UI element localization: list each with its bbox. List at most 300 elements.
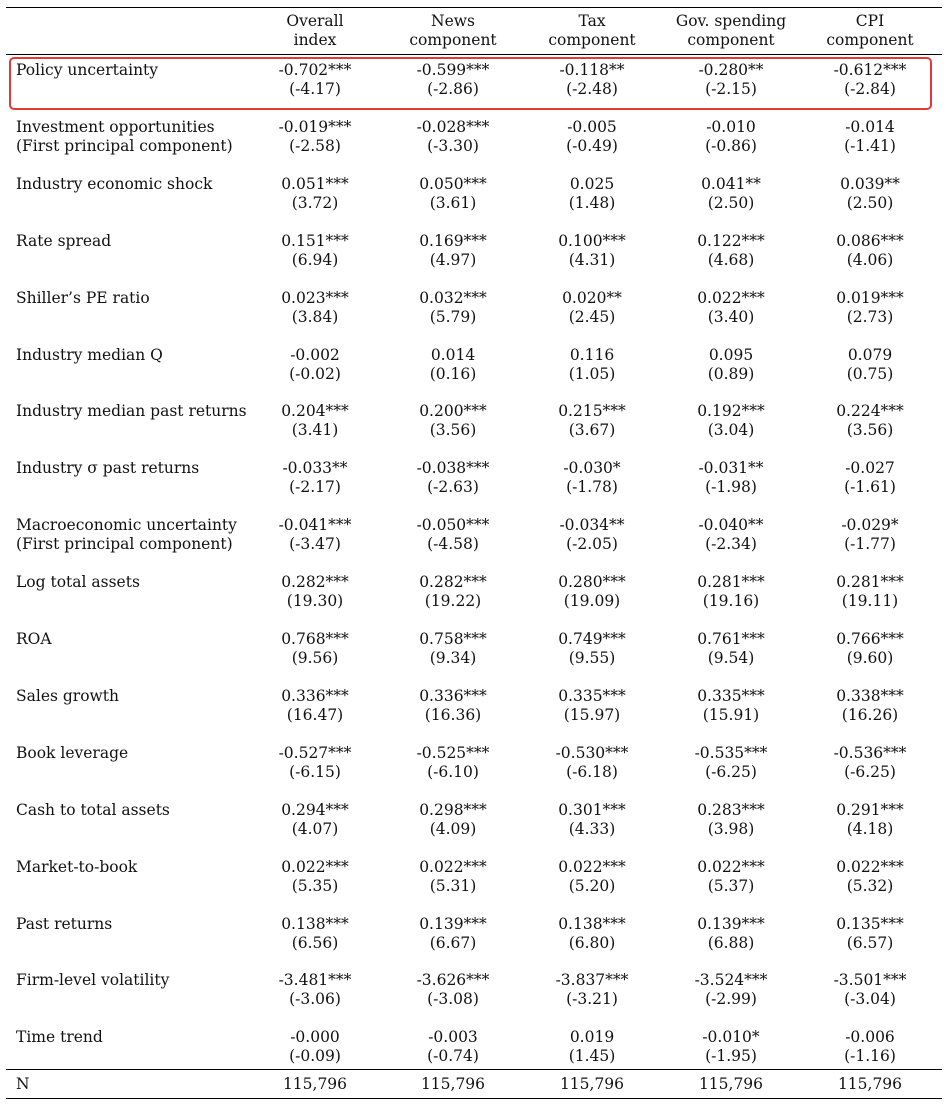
coefficient: -0.525*** [416,743,490,762]
t-statistic: (-1.98) [705,478,757,497]
t-statistic: (4.09) [429,819,477,838]
coefficient: 0.138*** [558,914,626,933]
coefficient: 0.282*** [281,573,349,592]
coefficient: -0.003 [428,1028,478,1047]
column-header-overall-index: Overall index [286,12,344,49]
variable-name: Macroeconomic uncertainty [16,516,237,535]
coefficient: -0.030* [563,459,621,478]
table-cell [262,801,368,839]
t-statistic: (-3.21) [566,990,618,1009]
table-cell [400,289,506,327]
t-statistic: (5.35) [291,876,339,895]
t-statistic: (4.06) [846,250,894,269]
t-statistic: (-0.86) [705,136,757,155]
table-cell [400,346,506,384]
variable-label [16,744,128,763]
table-row [0,118,948,158]
coefficient: 0.169*** [419,231,487,250]
table-cell [664,175,798,213]
t-statistic: (4.31) [568,250,616,269]
variable-label [16,459,199,478]
coefficient: -0.612*** [833,61,907,79]
t-statistic: (19.30) [286,592,344,611]
coefficient: 0.204*** [281,402,349,421]
table-row [0,175,948,215]
t-statistic: (-0.02) [289,364,341,383]
t-statistic: (5.32) [846,876,894,895]
variable-name: Log total assets [16,573,140,592]
table-cell [818,289,922,327]
column-header-news-component: News component [409,12,497,49]
t-statistic: (6.94) [291,250,339,269]
t-statistic: (6.57) [846,933,894,952]
coefficient: -0.118** [559,61,625,79]
variable-name: Policy uncertainty [16,61,159,79]
table-cell [262,459,368,497]
table-cell [400,971,506,1009]
t-statistic: (-2.84) [844,80,896,98]
table-cell [262,516,368,554]
coefficient: -0.599*** [416,61,490,79]
t-statistic: (16.26) [841,705,899,724]
coefficient: 0.281*** [697,573,765,592]
table-row [0,516,948,556]
table-cell [818,744,922,782]
variable-label [16,1028,103,1047]
coefficient: -0.027 [845,459,895,478]
table-cell [539,516,645,554]
coefficient: 0.768*** [281,630,349,648]
coefficient: 0.079 [847,345,893,364]
t-statistic: (15.91) [702,705,760,724]
variable-label [16,801,170,820]
t-statistic: (-4.17) [289,80,341,98]
t-statistic: (-2.86) [427,80,479,98]
t-statistic: (2.50) [846,193,894,212]
coefficient: 0.215*** [558,402,626,421]
coefficient: 0.298*** [419,800,487,819]
coefficient: 0.022*** [697,857,765,876]
table-cell [539,971,645,1009]
table-cell [664,1028,798,1066]
variable-subname: (First principal component) [16,535,233,554]
t-statistic: (3.41) [291,421,339,440]
coefficient: 0.041** [701,174,761,193]
table-row [0,744,948,784]
t-statistic: (5.37) [707,876,755,895]
coefficient: 0.335*** [697,686,765,705]
t-statistic: (-2.17) [289,478,341,497]
table-cell [539,118,645,156]
t-statistic: (0.89) [707,364,755,383]
table-cell [818,232,922,270]
t-statistic: (-2.15) [705,80,757,98]
t-statistic: (-1.61) [844,478,896,497]
coefficient: 0.122*** [697,231,765,250]
coefficient: -3.626*** [416,971,490,990]
t-statistic: (15.97) [563,705,621,724]
t-statistic: (4.33) [568,819,616,838]
table-row [0,858,948,898]
table-cell [262,402,368,440]
t-statistic: (-0.09) [289,1047,341,1066]
table-cell [262,118,368,156]
t-statistic: (4.18) [846,819,894,838]
coefficient: -0.041*** [278,516,352,535]
variable-label [16,915,112,934]
table-cell [539,744,645,782]
coefficient: -3.481*** [278,971,352,990]
t-statistic: (1.45) [568,1047,616,1066]
t-statistic: (4.68) [707,250,755,269]
t-statistic: (3.98) [707,819,755,838]
table-cell [400,1028,506,1066]
t-statistic: (16.36) [424,705,482,724]
coefficient: 0.224*** [836,402,904,421]
table-cell [664,801,798,839]
variable-name: Time trend [16,1028,103,1047]
t-statistic: (5.31) [429,876,477,895]
coefficient: 0.281*** [836,573,904,592]
table-cell [539,402,645,440]
table-cell [664,744,798,782]
t-statistic: (-2.99) [705,990,757,1009]
table-cell [818,687,922,725]
table-cell [539,630,645,668]
t-statistic: (0.75) [846,364,894,383]
coefficient: -3.501*** [833,971,907,990]
table-cell [818,858,922,896]
table-cell [262,858,368,896]
table-row [0,459,948,499]
table-cell [262,687,368,725]
table-cell [664,915,798,953]
variable-label [16,289,150,308]
coefficient: 0.138*** [281,914,349,933]
t-statistic: (6.80) [568,933,616,952]
table-cell [818,118,922,156]
coefficient: 0.014 [430,345,476,364]
t-statistic: (-6.25) [705,762,757,781]
t-statistic: (-1.16) [844,1047,896,1066]
coefficient: -0.530*** [555,743,629,762]
coefficient: 0.200*** [419,402,487,421]
table-cell [818,630,922,668]
table-cell [400,915,506,953]
t-statistic: (-6.10) [427,762,479,781]
t-statistic: (-2.34) [705,535,757,554]
coefficient: 0.749*** [558,630,626,648]
t-statistic: (5.79) [429,307,477,326]
table-cell [818,573,922,611]
coefficient: -0.527*** [278,743,352,762]
table-cell [818,915,922,953]
t-statistic: (-3.08) [427,990,479,1009]
variable-label [16,402,247,421]
coefficient: 0.139*** [697,914,765,933]
table-cell [400,516,506,554]
table-cell [664,573,798,611]
coefficient: 0.025 [569,174,615,193]
table-cell [664,289,798,327]
t-statistic: (-4.58) [427,535,479,554]
t-statistic: (-1.77) [844,535,896,554]
table-cell [818,402,922,440]
t-statistic: (3.40) [707,307,755,326]
variable-subname: (First principal component) [16,136,233,155]
table-cell [539,801,645,839]
table-row [0,573,948,613]
table-cell [262,1028,368,1066]
coefficient: 0.336*** [419,686,487,705]
table-cell [539,346,645,384]
coefficient: -0.031** [698,459,764,478]
t-statistic: (9.56) [291,649,339,667]
table-cell [539,1028,645,1066]
t-statistic: (-0.74) [427,1047,479,1066]
t-statistic: (3.67) [568,421,616,440]
t-statistic: (2.73) [846,307,894,326]
t-statistic: (6.56) [291,933,339,952]
coefficient: -0.002 [290,345,340,364]
variable-name: Industry economic shock [16,174,213,193]
variable-name: ROA [16,630,52,648]
observations-label: N [16,1075,30,1093]
coefficient: 0.336*** [281,686,349,705]
table-cell [664,402,798,440]
variable-name: Industry median Q [16,345,163,364]
table-cell [400,687,506,725]
coefficient: 0.283*** [697,800,765,819]
t-statistic: (-6.15) [289,762,341,781]
n-rule [6,1069,942,1070]
coefficient: -0.010* [702,1028,760,1047]
bottom-rule [6,1098,942,1099]
t-statistic: (3.72) [291,193,339,212]
coefficient: 0.766*** [836,630,904,648]
table-row [0,971,948,1011]
coefficient: 0.338*** [836,686,904,705]
column-header-cpi-component: CPI component [826,12,914,49]
t-statistic: (16.47) [286,705,344,724]
t-statistic: (4.97) [429,250,477,269]
table-row [0,687,948,727]
coefficient: 0.051*** [281,174,349,193]
table-cell [400,573,506,611]
table-cell [539,573,645,611]
coefficient: 0.116 [569,345,615,364]
table-cell [539,175,645,213]
table-cell [664,516,798,554]
table-cell [400,402,506,440]
coefficient: 0.095 [708,345,754,364]
observations-value: 115,796 [698,1075,764,1093]
variable-name: Sales growth [16,686,120,705]
t-statistic: (-1.78) [566,478,618,497]
variable-label [16,118,233,156]
table-cell [400,459,506,497]
coefficient: -0.040** [698,516,764,535]
t-statistic: (9.60) [846,649,894,667]
coefficient: 0.100*** [558,231,626,250]
t-statistic: (-3.04) [844,990,896,1009]
t-statistic: (-2.05) [566,535,618,554]
highlight-box [9,57,932,110]
t-statistic: (-6.18) [566,762,618,781]
table-cell [262,346,368,384]
observations-row [0,1075,948,1095]
t-statistic: (4.07) [291,819,339,838]
variable-name: Cash to total assets [16,800,170,819]
table-cell [400,175,506,213]
variable-label [16,346,163,365]
table-cell [262,289,368,327]
variable-label [16,232,111,251]
coefficient: -0.038*** [416,459,490,478]
variable-name: Book leverage [16,743,129,762]
t-statistic: (-3.47) [289,535,341,554]
coefficient: -0.019*** [278,117,352,136]
table-cell [818,516,922,554]
coefficient: 0.022*** [697,288,765,307]
table-cell [664,118,798,156]
table-cell [262,744,368,782]
table-cell [262,232,368,270]
coefficient: -0.006 [845,1028,895,1047]
t-statistic: (-2.58) [289,136,341,155]
t-statistic: (9.54) [707,649,755,667]
column-header-gov-spending-component: Gov. spending component [675,12,787,49]
t-statistic: (3.56) [429,421,477,440]
coefficient: -0.050*** [416,516,490,535]
t-statistic: (-2.48) [566,80,618,98]
coefficient: -3.837*** [555,971,629,990]
coefficient: -0.034** [559,516,625,535]
table-cell [818,1028,922,1066]
coefficient: 0.022*** [281,857,349,876]
coefficient: 0.022*** [836,857,904,876]
t-statistic: (3.04) [707,421,755,440]
coefficient: 0.280*** [558,573,626,592]
coefficient: 0.032*** [419,288,487,307]
table-cell [539,915,645,953]
table-row [0,289,948,329]
t-statistic: (19.11) [841,592,899,611]
table-cell [262,175,368,213]
table-row [0,915,948,955]
coefficient: 0.139*** [419,914,487,933]
coefficient: 0.294*** [281,800,349,819]
table-cell [664,232,798,270]
table-cell [664,459,798,497]
table-cell [539,858,645,896]
coefficient: -0.033** [282,459,348,478]
coefficient: -0.028*** [416,117,490,136]
table-cell [818,971,922,1009]
coefficient: 0.022*** [558,857,626,876]
table-row [0,801,948,841]
t-statistic: (-1.41) [844,136,896,155]
coefficient: 0.301*** [558,800,626,819]
coefficient: 0.135*** [836,914,904,933]
table-cell [400,630,506,668]
coefficient: 0.023*** [281,288,349,307]
t-statistic: (-6.25) [844,762,896,781]
coefficient: 0.151*** [281,231,349,250]
t-statistic: (3.56) [846,421,894,440]
table-cell [664,858,798,896]
variable-label [16,573,140,592]
variable-name: Shiller’s PE ratio [16,288,150,307]
t-statistic: (2.50) [707,193,755,212]
table-row [0,1028,948,1068]
variable-name: Industry σ past returns [16,459,200,478]
observations-value: 115,796 [420,1075,486,1093]
variable-name: Industry median past returns [16,402,247,421]
variable-name: Firm-level volatility [16,971,170,990]
table-cell [400,118,506,156]
t-statistic: (-3.06) [289,990,341,1009]
t-statistic: (19.16) [702,592,760,611]
coefficient: -0.535*** [694,743,768,762]
variable-label [16,630,52,649]
coefficient: 0.019*** [836,288,904,307]
table-row [0,630,948,670]
table-cell [818,175,922,213]
coefficient: 0.758*** [419,630,487,648]
coefficient: -0.010 [706,117,756,136]
table-cell [664,346,798,384]
table-cell [400,744,506,782]
variable-name: Market-to-book [16,857,138,876]
coefficient: 0.291*** [836,800,904,819]
coefficient: 0.335*** [558,686,626,705]
column-header-tax-component: Tax component [548,12,636,49]
coefficient: -0.029* [841,516,899,535]
t-statistic: (6.88) [707,933,755,952]
coefficient: 0.022*** [419,857,487,876]
table-cell [262,971,368,1009]
t-statistic: (-1.95) [705,1047,757,1066]
variable-label [16,175,212,194]
table-cell [262,915,368,953]
coefficient: -0.702*** [278,61,352,79]
table-cell [539,289,645,327]
variable-label [16,516,237,554]
table-row [0,402,948,442]
header-rule [6,54,942,55]
coefficient: -3.524*** [694,971,768,990]
variable-name: Rate spread [16,231,112,250]
coefficient: 0.086*** [836,231,904,250]
variable-label [16,858,137,877]
t-statistic: (2.45) [568,307,616,326]
table-row [0,346,948,386]
t-statistic: (9.34) [429,649,477,667]
t-statistic: (1.48) [568,193,616,212]
table-row [0,232,948,272]
observations-value: 115,796 [837,1075,903,1093]
t-statistic: (5.20) [568,876,616,895]
variable-name: Past returns [16,914,113,933]
coefficient: 0.192*** [697,402,765,421]
t-statistic: (0.16) [429,364,477,383]
t-statistic: (6.67) [429,933,477,952]
table-cell [818,346,922,384]
coefficient: -0.000 [290,1028,340,1047]
table-cell [262,573,368,611]
coefficient: 0.050*** [419,174,487,193]
